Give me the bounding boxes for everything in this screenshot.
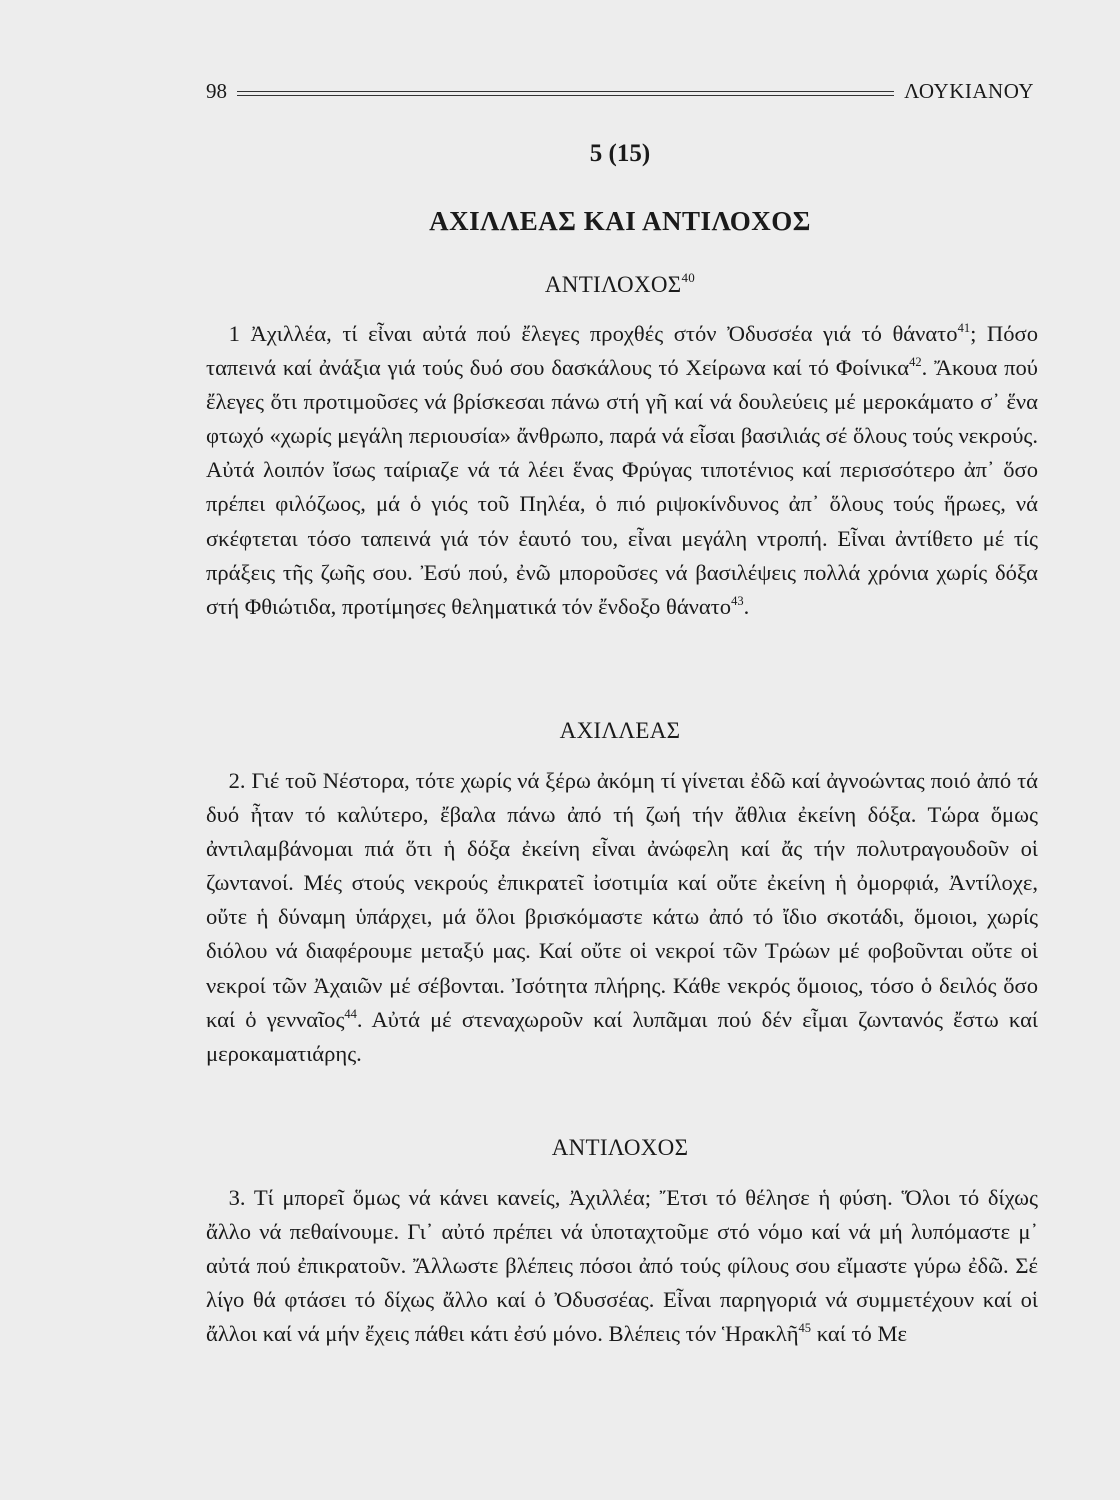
footnote-ref: 40 <box>681 270 696 285</box>
text-segment: . <box>743 593 750 619</box>
header-rule <box>237 91 894 96</box>
footnote-ref: 42 <box>909 355 922 370</box>
text-segment: Τί μπορεῖ ὅμως νά κάνει κανείς, Ἀχιλλέα; Ἔτσι τό θέλησε ἡ φύση. Ὅλοι τό δίχως ἄλλο νά πεθαίνουμε. Γι᾽ αὐτό πρέπει νά ὑποταχτοῦμε στό νόμο καί νά μή λυπόμαστε μ᾽ αὐτά πού ἐπικρατοῦν. Ἄλλωστε βλέπεις πόσοι ἀπό τούς φίλους σου εἴμαστε γύρω ἐδῶ. Σέ λίγο θά φτάσει τό δίχως ἄλλο καί ὁ Ὀδυσσέας. Εἶναι παρηγοριά νά συμμετέχουν καί οἱ ἄλλοι καί νά μήν ἔχεις πάθει κάτι ἐσύ μόνο. Βλέπεις τόν Ἡρακλῆ <box>206 1185 1038 1347</box>
paragraph-2 <box>206 764 1038 1071</box>
paragraph-3 <box>206 1181 1038 1351</box>
paragraph-1 <box>206 317 1038 624</box>
footnote-ref: 43 <box>731 593 744 608</box>
running-title: ΛΟΥΚΙΑΝΟΥ <box>904 78 1034 103</box>
text-segment: ; Πόσο ταπεινά καί ἀνάξια γιά τούς δυό σου δασκάλους τό Χείρωνα καί τό Φοίνικα <box>206 321 1039 381</box>
footnote-ref: 45 <box>798 1321 812 1336</box>
text-segment: . Αὐτά μέ στεναχωροῦν καί λυπᾶμαι πού δέν εἶμαι ζωντανός ἔστω καί μεροκαματιάρης. <box>206 1006 1039 1066</box>
speaker-name: ΑΧΙΛΛΕΑΣ <box>559 718 681 743</box>
text-segment: . Ἄκουα πού ἔλεγες ὅτι προτιμοῦσες νά βρίσκεσαι πάνω στή γῆ καί νά δουλεύεις μέ μεροκάματο σ᾽ ἕνα φτωχό «χωρίς μεγάλη περιουσία» ἄνθρωπο, παρά νά εἶσαι βασιλιάς σέ ὅλους τούς νεκρούς. Αὐτά λοιπόν ἴσως ταίριαζε νά τά λέει ἕνας Φρύγας τιποτένιος καί περισσότερο ἀπ᾽ ὅσο πρέπει φιλόζωος, μά ὁ γιός τοῦ Πηλέα, ὁ πιό ριψοκίνδυνος ἀπ᾽ ὅλους τούς ἥρωες, νά σκέφτεται τόσο ταπεινά γιά τόν ἑαυτό του, εἶναι μεγάλη ντροπή. Εἶναι ἀντίθετο μέ τίς πράξεις τῆς ζωῆς σου. Ἐσύ πού, ἐνῶ μποροῦσες νά βασιλέψεις πολλά χρόνια χωρίς δόξα στή Φθιώτιδα, προτίμησες θεληματικά τόν ἔνδοξο θάνατο <box>206 355 1038 619</box>
paragraph-number: 2. <box>228 768 246 793</box>
text-segment: καί τό Με <box>811 1321 908 1347</box>
speaker-heading-antilochos-2 <box>206 1135 1034 1161</box>
speaker-heading-achilleas <box>206 718 1034 744</box>
running-head <box>206 76 1034 106</box>
speaker-name: ΑΝΤΙΛΟΧΟΣ <box>544 272 682 297</box>
footnote-ref: 41 <box>957 321 971 335</box>
footnote-ref: 44 <box>344 1006 357 1021</box>
text-segment: Γιέ τοῦ Νέστορα, τότε χωρίς νά ξέρω ἀκόμη τί γίνεται ἐδῶ καί ἀγνοώντας ποιό ἀπό τά δυό ἦταν τό καλύτερο, ἔβαλα πάνω ἀπό τή ζωή τήν ἄθλια ἐκείνη δόξα. Τώρα ὅμως ἀντιλαμβάνομαι πιά ὅτι ἡ δόξα ἐκείνη εἶναι ἀνώφελη καί ἄς τήν πολυτραγουδοῦν οἱ ζωντανοί. Μές στούς νεκρούς ἐπικρατεῖ ἰσοτιμία καί οὔτε ἐκείνη ἡ ὀμορφιά, Ἀντίλοχε, οὔτε ἡ δύναμη ὑπάρχει, μά ὅλοι βρισκόμαστε κάτω ἀπό τό ἴδιο σκοτάδι, ὅμοιοι, χωρίς διόλου νά διαφέρουμε μεταξύ μας. Καί οὔτε οἱ νεκροί τῶν Τρώων μέ φοβοῦνται οὔτε οἱ νεκροί τῶν Ἀχαιῶν μέ σέβονται. Ἰσότητα πλήρης. Κάθε νεκρός ὅμοιος, τόσο ὁ δειλός ὅσο καί ὁ γενναῖος <box>206 768 1038 1032</box>
text-segment: Ἀχιλλέα, τί εἶναι αὐτά πού ἔλεγες προχθές στόν Ὀδυσσέα γιά τό θάνατο <box>239 321 958 346</box>
speaker-name: ΑΝΤΙΛΟΧΟΣ <box>551 1135 689 1160</box>
dialogue-number: 5 (15) <box>589 140 651 167</box>
dialogue-title: ΑΧΙΛΛΕΑΣ ΚΑΙ ΑΝΤΙΛΟΧΟΣ <box>429 206 811 236</box>
speaker-heading-antilochos-1 <box>206 270 1034 298</box>
paragraph-number: 3. <box>228 1185 246 1210</box>
paragraph-number: 1 <box>228 321 240 346</box>
page-number: 98 <box>206 78 227 103</box>
